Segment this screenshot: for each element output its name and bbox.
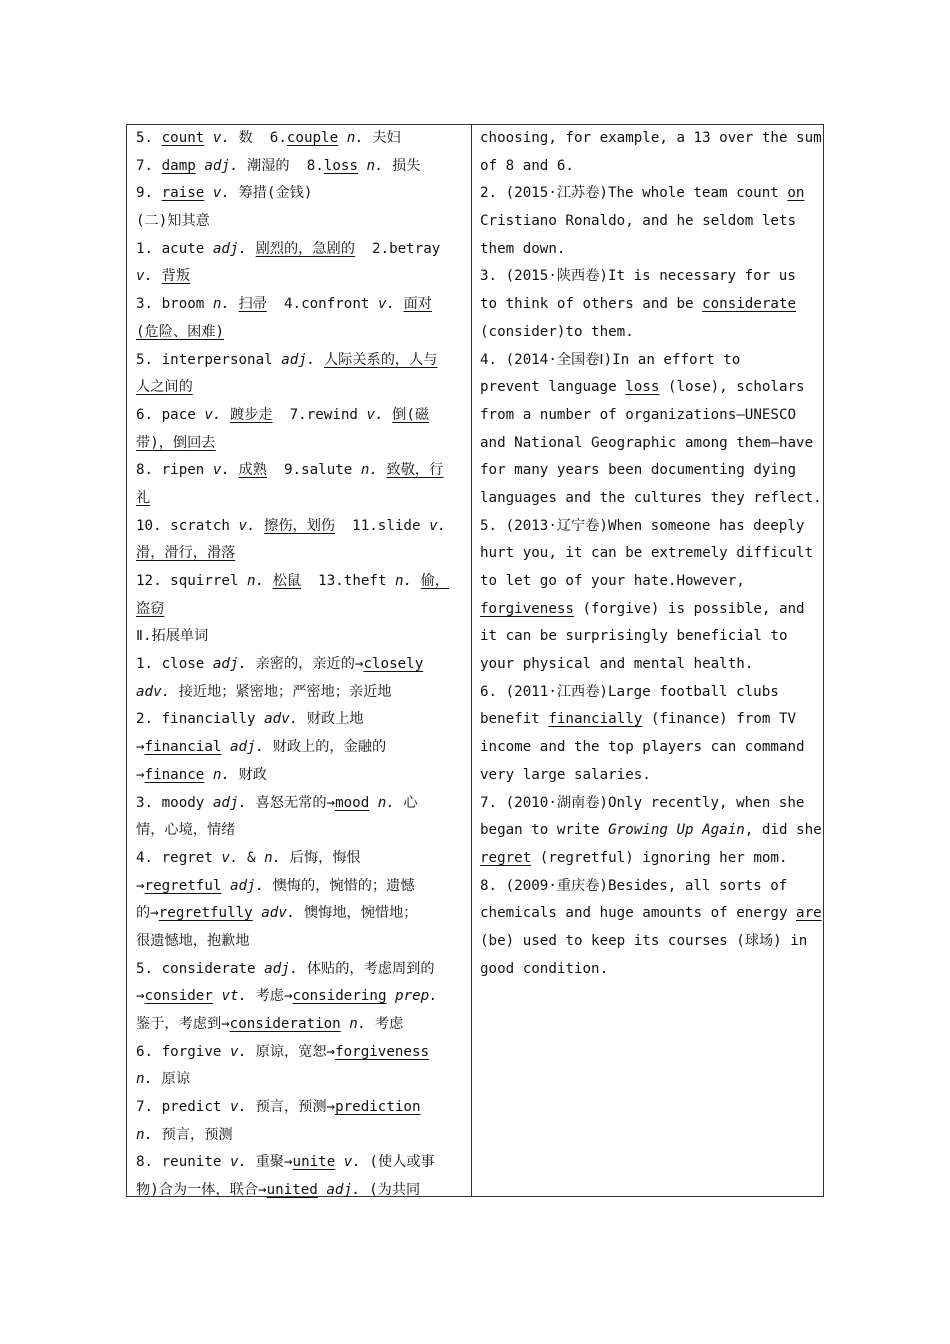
text-segment [230,462,239,478]
answer-text: 滑，滑行，滑落 [136,545,236,562]
text-line [480,263,815,291]
text-line [136,1122,463,1150]
text-segment: v. [204,406,222,423]
text-segment [204,767,213,783]
text-segment [204,130,213,146]
text-segment: choosing, for example, a 13 over the sum [480,130,822,146]
text-segment: adj. [229,877,265,894]
answer-text: united [266,1182,318,1199]
text-segment: adv. [264,711,299,728]
text-segment: 8. (2009·重庆卷)Besides, all sorts of [480,877,788,894]
answer-text: regretfully [158,905,253,922]
answer-text: 盗窃 [136,600,165,617]
text-segment: 预言，预测→ [247,1099,336,1116]
answer-text: closely [363,656,424,673]
text-segment: prevent language [480,379,626,396]
text-segment: 体贴的，考虑周到的 [298,960,435,977]
text-line [480,956,815,984]
answer-text: 人之间的 [136,379,193,396]
text-line [480,734,815,762]
text-segment: 10. scratch [136,517,239,534]
text-segment: 心 [394,794,418,811]
text-line [480,762,815,790]
text-segment: v. [221,849,239,866]
answer-text: considerate [702,296,797,313]
answer-text: mood [335,794,370,811]
text-segment: 财政 [229,766,267,783]
answer-text: 人际关系的，人与 [323,351,438,368]
text-line [480,679,815,707]
answer-text: unite [292,1154,336,1171]
text-segment: 夫妇 [363,130,401,146]
text-segment: → [136,766,145,783]
text-line [136,679,463,707]
text-segment: vt. [221,988,248,1005]
text-segment: v. [366,406,384,423]
text-segment: 2. (2015·江苏卷)The whole team count [480,185,788,202]
text-segment: 1. acute [136,240,213,257]
text-segment: to let go of your hate.However, [480,573,745,589]
text-segment: 喜怒无常的→ [247,794,336,811]
text-segment: adj. [212,656,248,673]
text-segment: 财政上地 [298,711,364,728]
text-line [136,1149,463,1177]
answer-text: loss [323,157,358,174]
text-segment: v. [377,296,396,313]
text-line [136,983,463,1011]
text-segment: v. [343,1154,361,1171]
answer-text: financial [144,739,222,756]
text-segment: them down. [480,240,566,257]
text-segment: 考虑→ [247,988,293,1005]
text-line [480,291,815,319]
text-segment: adj. [204,157,239,174]
text-segment: n. [136,1126,154,1143]
text-segment: 9. [136,185,162,202]
text-segment: hurt you, it can be extremely difficult [480,545,814,562]
text-line [480,568,815,596]
text-segment [264,573,273,589]
answer-text: regretful [144,877,222,894]
text-segment: 6. (2011·江西卷)Large football clubs [480,683,779,700]
text-segment: (forgive) is possible, and [573,600,805,617]
answer-text: couple [286,130,339,146]
text-segment: v. [212,130,230,146]
text-line [480,900,822,928]
text-line [480,513,815,541]
text-line [480,347,815,375]
text-segment: v. [212,185,230,202]
text-segment: 7. [136,157,162,174]
text-segment: 考虑 [366,1016,404,1032]
text-segment [253,905,262,921]
text-segment: 3. (2015·陕西卷)It is necessary for us [480,268,796,285]
text-line [136,1011,463,1039]
answer-text: 面对 [403,296,432,313]
text-line [480,457,815,485]
text-segment: chemicals and huge amounts of energy [480,905,797,922]
text-segment: adj. [264,960,299,977]
text-segment: adj. [281,351,316,368]
text-segment: 5. (2013·辽宁卷)When someone has deeply [480,517,805,534]
text-line [136,263,463,291]
text-line [136,651,463,679]
text-segment: 亲密的，亲近的→ [247,656,364,673]
text-segment [387,988,396,1004]
answer-text: 带)，倒回去 [136,434,216,451]
answer-text: 成熟 [238,462,267,479]
text-segment [221,407,230,423]
text-segment [315,352,324,368]
text-segment: n. [377,794,395,811]
text-line [136,208,463,236]
text-segment: 情，心境，情绪 [136,822,236,839]
text-segment: → [136,877,145,894]
text-segment [221,878,230,894]
text-segment [378,462,387,478]
text-segment: adv. [261,905,296,922]
text-segment: v. [212,462,230,479]
text-line [480,540,815,568]
text-segment: 5. considerate [136,960,265,977]
text-segment: 3. moody [136,794,213,811]
text-segment: (使人或事 [360,1154,435,1171]
text-line [136,1066,463,1094]
text-line [136,873,463,901]
text-segment: n. [366,157,384,174]
text-segment: 懊悔地，惋惜地； [295,905,418,922]
text-segment: n. [349,1016,367,1032]
text-line [480,319,815,347]
answer-text: (危险、困难) [136,323,225,340]
text-line [480,485,822,513]
answer-text: consider [144,988,213,1005]
answer-text: are [796,905,822,922]
text-segment: adj. [326,1182,361,1199]
text-line [480,236,815,264]
text-line [480,374,815,402]
text-segment [341,1016,350,1032]
text-segment: v. [238,517,256,534]
text-line [480,180,815,208]
text-segment: prep. [395,988,438,1005]
text-line [136,817,463,845]
text-line [136,956,463,984]
text-segment: 预言，预测 [153,1126,233,1143]
text-line [480,153,815,181]
text-line [480,623,815,651]
text-segment: 3. broom [136,296,213,313]
text-segment: 重聚→ [247,1154,293,1171]
text-segment: n. [360,462,378,479]
text-segment: 损失 [383,157,421,174]
text-segment [221,739,230,755]
text-segment: n. [247,573,265,589]
text-line [136,457,463,485]
answer-text: 踱步走 [229,406,273,423]
document-table [126,124,824,1197]
text-segment: 1. close [136,656,213,673]
text-segment [358,158,367,174]
text-segment [247,241,256,257]
text-line [136,236,463,264]
text-segment [338,130,347,146]
text-segment: it can be surprisingly beneficial to [480,628,788,645]
answer-text: 致敬，行 [386,462,444,479]
answer-text: 倒(磁 [392,406,430,423]
text-segment: (为共同 [360,1182,421,1199]
text-segment: n. [346,130,364,146]
text-line [480,430,815,458]
text-line [136,485,463,513]
text-segment: 4. regret [136,849,222,866]
answer-text: 扫帚 [238,296,267,313]
answer-text: financially [548,711,643,728]
text-line [480,845,815,873]
text-segment: → [136,739,145,756]
text-line [136,125,463,153]
text-segment: 很遗憾地，抱歉地 [136,932,250,949]
vocabulary-column [127,125,472,1199]
text-segment: your physical and mental health. [480,656,754,673]
text-segment: to think of others and be [480,296,703,313]
answer-text: prediction [335,1099,421,1116]
text-line [136,734,463,762]
text-segment: , did she [744,822,822,839]
text-segment: 4. (2014·全国卷Ⅰ)In an effort to [480,351,741,368]
text-line [136,540,463,568]
text-segment: 12. squirrel [136,573,248,589]
text-segment: and National Geographic among them—have [480,434,814,451]
text-segment: 8. reunite [136,1154,230,1171]
text-segment: (be) used to keep its courses (球场) in [480,932,808,949]
text-segment [335,1154,344,1170]
text-line [480,817,822,845]
text-segment: Ⅱ.拓展单词 [136,628,209,645]
text-segment: v. [429,517,447,534]
text-segment: n. [136,1071,154,1088]
answer-text: loss [625,379,660,396]
text-segment: v. [136,268,154,285]
text-segment: Growing Up Again [608,822,745,839]
text-line [480,706,815,734]
text-segment: 2.betray [354,240,441,257]
answer-text: finance [144,766,205,783]
answer-text: raise [161,185,205,202]
text-segment: (finance) from TV [642,711,797,728]
text-line [136,430,463,458]
text-segment: 11.slide [335,517,430,534]
text-segment: very large salaries. [480,766,651,783]
text-segment: 原谅，宽恕→ [247,1043,336,1060]
text-segment: 7. predict [136,1099,230,1116]
text-line [136,568,463,596]
text-line [136,1177,463,1205]
answer-text: 背叛 [161,268,191,285]
text-line [136,374,463,402]
text-segment: 7.rewind [272,406,367,423]
text-line [136,319,463,347]
text-line [136,596,463,624]
text-segment: 后悔，悔恨 [281,849,361,866]
text-segment: (consider)to them. [480,323,634,340]
text-line [480,928,815,956]
text-segment: adj. [229,739,265,756]
text-segment: n. [395,573,413,589]
text-segment: 5. interpersonal [136,351,282,368]
text-segment: 潮湿的 8. [238,157,324,174]
text-line [136,900,463,928]
text-line [136,706,463,734]
text-segment: n. [264,849,282,866]
text-segment: adv. [136,683,171,700]
text-segment: 13.theft [301,573,396,589]
text-segment: for many years been documenting dying [480,462,797,479]
text-segment [369,795,378,811]
text-line [136,153,463,181]
text-segment [204,185,213,201]
text-line [480,651,815,679]
text-segment: n. [212,296,230,313]
answer-text: forgiveness [335,1043,430,1060]
text-line [480,208,815,236]
text-segment: 鉴于，考虑到→ [136,1016,230,1032]
answer-text: 偷， [420,573,450,589]
answer-text: on [787,185,805,202]
text-segment: (regretful) ignoring her mom. [531,849,788,866]
text-line [136,1039,463,1067]
text-line [480,790,815,818]
text-line [136,180,463,208]
text-segment: 6. forgive [136,1043,230,1060]
text-line [136,1094,463,1122]
text-segment: v. [229,1099,248,1116]
text-segment: began to write [480,822,609,839]
text-segment: 8. ripen [136,462,213,479]
text-segment: 7. (2010·湖南卷)Only recently, when she [480,794,805,811]
text-line [136,402,463,430]
text-segment: (二)知其意 [136,213,210,230]
text-segment: Cristiano Ronaldo, and he seldom lets [480,213,797,230]
text-segment: benefit [480,711,549,728]
answer-text: regret [480,849,532,866]
text-segment: 财政上的，金融的 [264,739,387,756]
text-segment: n. [212,766,230,783]
answer-text: 礼 [136,489,151,506]
text-segment: 筹措(金钱) [229,185,313,202]
text-line [136,513,463,541]
text-line [136,845,463,873]
text-line [480,873,815,901]
text-segment: 9.salute [266,462,361,479]
text-line [136,762,463,790]
text-line [136,347,463,375]
text-segment: 懊悔的，惋惜的；遗憾 [264,877,415,894]
text-line [136,928,463,956]
text-segment: 5. [136,130,162,146]
text-line [480,596,815,624]
text-segment [153,268,162,284]
text-segment: → [136,988,145,1005]
answer-text: 剧烈的，急剧的 [255,240,355,257]
text-segment: 2. financially [136,711,265,728]
text-segment: & [238,849,265,866]
text-segment: 原谅 [153,1071,191,1088]
text-segment [230,296,239,312]
text-segment: adj. [212,240,248,257]
answer-text: damp [161,157,196,174]
text-line [480,125,822,153]
text-segment: 接近地；紧密地；严密地；亲近地 [170,683,392,700]
text-segment: languages and the cultures they reflect. [480,489,822,506]
text-segment: 物)合为一体，联合→ [136,1182,267,1199]
text-segment: income and the top players can command [480,739,805,756]
answer-text: count [161,130,205,146]
text-segment: of 8 and 6. [480,157,574,174]
text-segment: v. [229,1043,248,1060]
text-segment [395,296,404,312]
text-segment: v. [229,1154,248,1171]
text-line [136,790,463,818]
text-segment: adj. [212,794,248,811]
text-segment [384,407,393,423]
text-segment: (lose), scholars [659,379,805,396]
exercise-column [472,125,823,1196]
text-segment [256,518,265,534]
text-segment: 的→ [136,905,159,922]
text-line [480,402,815,430]
text-line [136,623,463,651]
answer-text: consideration [229,1016,341,1032]
text-line [136,291,463,319]
text-segment: from a number of organizations—UNESCO [480,406,797,423]
text-segment: 6. pace [136,406,205,423]
text-segment: 4.confront [266,296,378,313]
answer-text: 松鼠 [272,573,302,589]
text-segment: 数 6. [229,130,287,146]
answer-text: considering [292,988,387,1005]
answer-text: 擦伤，划伤 [264,517,336,534]
text-segment: good condition. [480,960,609,977]
text-segment [412,573,421,589]
answer-text: forgiveness [480,600,574,617]
